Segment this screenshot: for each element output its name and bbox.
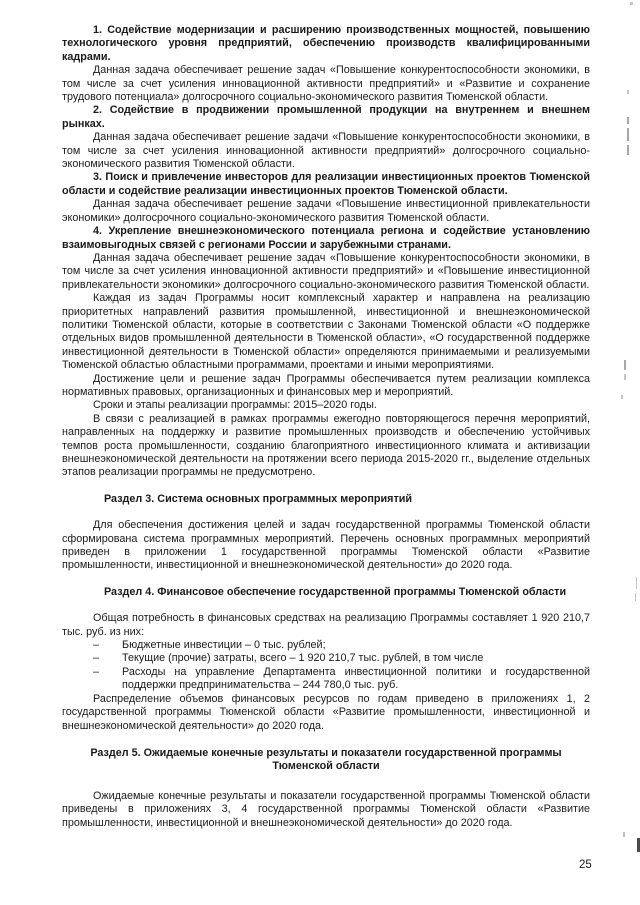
list-dash-marker: –: [93, 639, 100, 652]
list-item-text: Текущие (прочие) затраты, всего – 1 920 210,7 тыс. рублей, в том числе: [122, 652, 484, 665]
paragraph: Сроки и этапы реализации программы: 2015–2020 годы.: [93, 399, 377, 412]
scan-artifact: [630, 2, 633, 5]
paragraph: В связи с реализацией в рамках программы ежегодно повторяющегося перечня мероприятий, направленных на поддержку и развитие промышленных производств и обеспечению устойчивых темпов роста промышленности, созданию благоприятного инвестиционного климата и активизации внешнеэкономической деятельности на протяжении всего периода 2015-2020 гг., выделение отдельных этапов реализации программы не предусмотрено.: [62, 412, 590, 479]
task-heading-1: 1. Содействие модернизации и расширению производственных мощностей, повышению технологического уровня предприятий, обеспечению производств квалифицированными кадрами.: [62, 24, 590, 63]
scan-artifact: [624, 360, 626, 370]
scan-artifact: [636, 577, 637, 589]
section-heading-5: Раздел 5. Ожидаемые конечные результаты и показатели государственной программы Тюменской области: [90, 746, 562, 773]
paragraph: Достижение цели и решение задач Программы обеспечивается путем реализации комплекса нормативных правовых, организационных и финансовых мер и мероприятий.: [62, 372, 590, 398]
list-item-text: Бюджетные инвестиции – 0 тыс. рублей;: [122, 639, 326, 652]
scan-artifact: [624, 374, 626, 380]
scan-artifact: [627, 117, 629, 124]
list-item: [62, 652, 590, 665]
list-dash-marker: –: [93, 665, 100, 678]
paragraph: Распределение объемов финансовых ресурсов по годам приведено в приложениях 1, 2 государственной программы Тюменской области «Развитие промышленности, инвестиционной и внешнеэкономической деятельности» до 2020 года.: [62, 692, 590, 732]
scan-artifact: [627, 128, 629, 141]
scan-artifact: [623, 832, 625, 837]
scan-artifact: [627, 145, 629, 155]
body-text: [62, 24, 590, 830]
list-item-text: Расходы на управление Департамента инвестиционной политики и государственной поддержки предпринимательства – 244 780,0 тыс. руб.: [122, 665, 590, 692]
section-heading-4: Раздел 4. Финансовое обеспечение государственной программы Тюменской области: [104, 585, 567, 598]
section-heading-3: Раздел 3. Система основных программных мероприятий: [104, 492, 413, 505]
task-heading-2: 2. Содействие в продвижении промышленной продукции на внутреннем и внешнем рынках.: [62, 104, 590, 130]
list-item: [62, 666, 590, 693]
scan-artifact: [627, 90, 629, 94]
task-heading-3: 3. Поиск и привлечение инвесторов для реализации инвестиционных проектов Тюменской области и содействие реализации инвестиционных проектов Тюменской области.: [62, 171, 590, 197]
paragraph: Данная задача обеспечивает решение задач «Повышение конкурентоспособности экономики, в том числе за счет усиления инновационной активности предприятий» и «Повышение инвестиционной привлекательности экономики» долгосрочного социально-экономического развития Тюменской области.: [62, 251, 590, 291]
paragraph: Ожидаемые конечные результаты и показатели государственной программы Тюменской области приведены в приложениях 3, 4 государственной программы Тюменской области «Развитие промышленности, инвестиционной и внешнеэкономической деятельности» до 2020 года.: [62, 789, 590, 829]
list-item: [62, 639, 590, 652]
scan-artifact: [621, 395, 623, 399]
scan-artifact: [635, 593, 636, 601]
paragraph: Для обеспечения достижения целей и задач государственной программы Тюменской области сформирована система программных мероприятий. Перечень основных программных мероприятий приведен в приложении 1 государственной программы Тюменской области «Развитие промышленности, инвестиционной и внешнеэкономической деятельности» до 2020 года.: [62, 519, 590, 572]
task-heading-4: 4. Укрепление внешнеэкономического потенциала региона и содействие установлению взаимовыгодных связей с регионами России и зарубежными странами.: [62, 225, 590, 251]
list-dash-marker: –: [93, 652, 100, 665]
paragraph: Общая потребность в финансовых средствах на реализацию Программы составляет 1 920 210,7 тыс. руб. из них:: [62, 612, 590, 638]
paragraph: Каждая из задач Программы носит комплексный характер и направлена на реализацию приоритетных направлений развития промышленной, инвестиционной и внешнеэкономической политики Тюменской области, которые в соответствии с Законами Тюменской области «О поддержке отдельных видов промышленной деятельности в Тюменской области», «О государственной поддержке инвестиционной деятельности в Тюменской области» определяются принимаемыми и реализуемыми Тюменской областью областными программами, проектами и иными мероприятиями.: [62, 292, 590, 372]
page-number: 25: [579, 859, 592, 871]
paragraph: Данная задача обеспечивает решение задачи «Повышение конкурентоспособности экономики, в том числе за счет усиления инновационной активности предприятий» долгосрочного социально-экономического развития Тюменской области.: [62, 131, 590, 171]
paragraph: Данная задача обеспечивает решение задач «Повышение конкурентоспособности экономики, в том числе за счет усиления инновационной активности предприятий» и «Развитие и сохранение трудового потенциала» долгосрочного социально-экономического развития Тюменской области.: [62, 64, 590, 104]
paragraph: Данная задача обеспечивает решение задачи «Повышение инвестиционной привлекательности экономики» долгосрочного социально-экономического развития Тюменской области.: [62, 198, 590, 224]
